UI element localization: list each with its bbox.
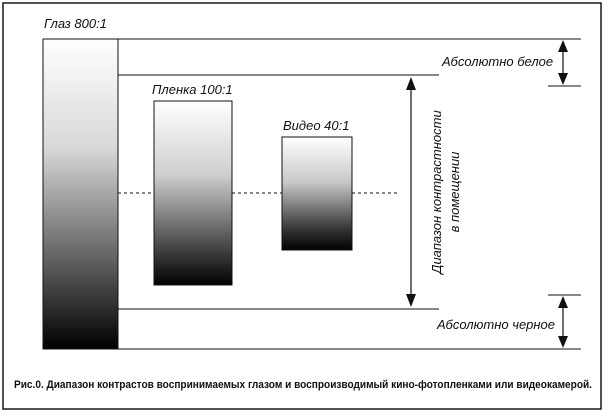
video-bar-label: Видео 40:1	[283, 118, 350, 133]
figure-caption: Рис.0. Диапазон контрастов воспринимаемых глазом и воспроизводимый кино-фотопленками или видеокамерой.	[14, 379, 592, 391]
video-bar	[282, 137, 352, 250]
film-bar-label: Пленка 100:1	[152, 82, 233, 97]
film-bar	[154, 101, 232, 285]
absolute-white-label: Абсолютно белое	[442, 54, 554, 69]
room-range-sublabel: в помещении	[447, 151, 462, 233]
room-range-label: Диапазон контрастности	[429, 110, 444, 274]
absolute-black-label: Абсолютно черное	[437, 317, 556, 332]
eye-bar	[43, 39, 118, 349]
eye-bar-label: Глаз 800:1	[44, 16, 107, 31]
